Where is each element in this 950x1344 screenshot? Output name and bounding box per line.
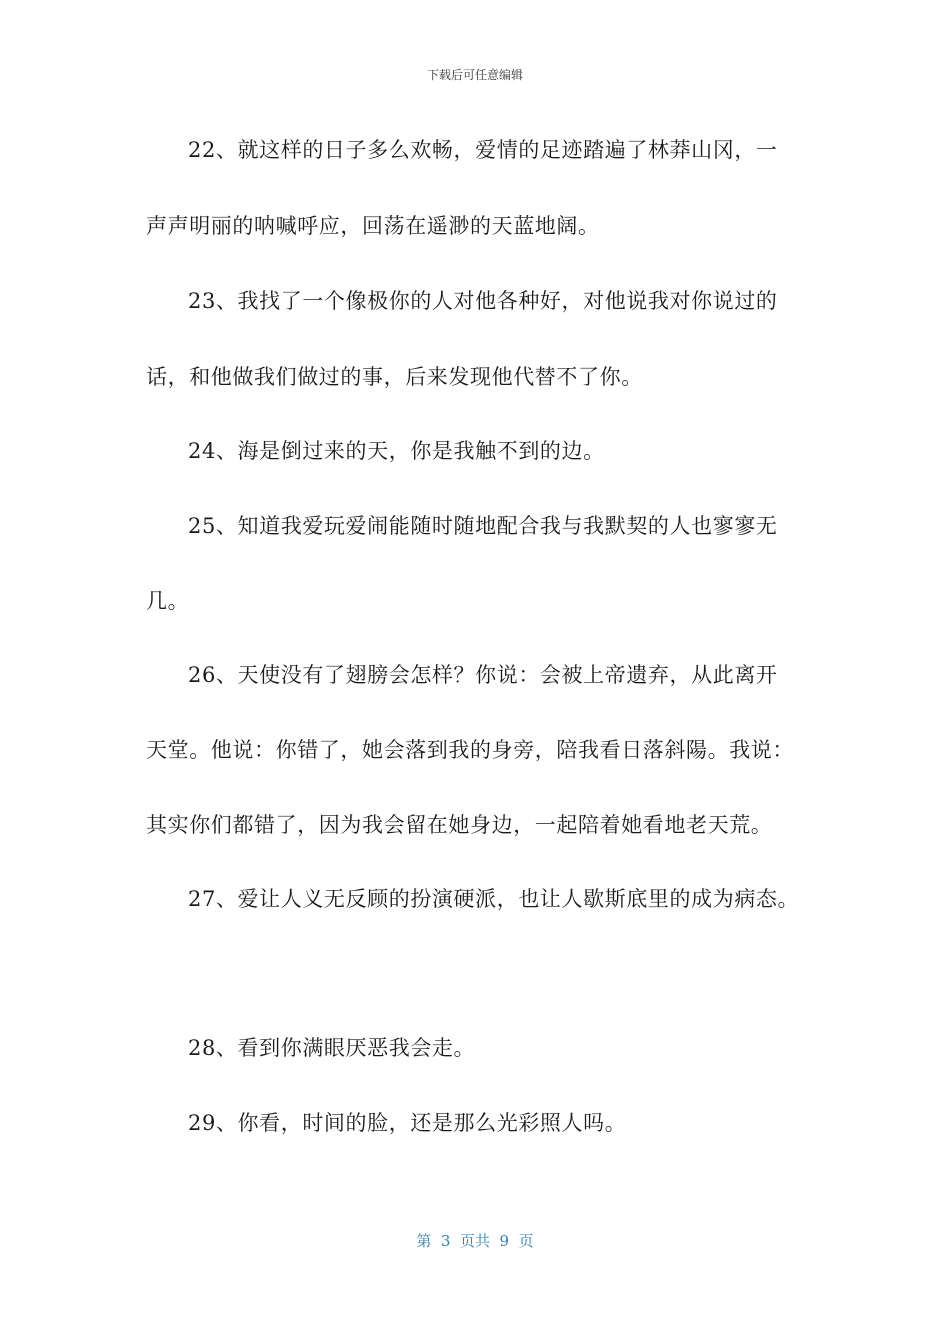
paragraph-26-line-2: 天堂。他说：你错了，她会落到我的身旁，陪我看日落斜陽。我说：	[146, 738, 794, 762]
page-footer-page-number: 第 3 页共 9 页	[416, 1232, 534, 1250]
paragraph-22-line-2: 声声明丽的呐喊呼应，回荡在遥渺的天蓝地阔。	[146, 214, 600, 238]
paragraph-22-line-1: 22、就这样的日子多么欢畅，爱情的足迹踏遍了林莽山冈，一	[188, 138, 778, 162]
paragraph-26-line-1: 26、天使没有了翅膀会怎样？你说：会被上帝遗弃，从此离开	[188, 663, 778, 687]
paragraph-23-line-1: 23、我找了一个像极你的人对他各种好，对他说我对你说过的	[188, 289, 778, 313]
paragraph-28-line-1: 28、看到你满眼厌恶我会走。	[188, 1036, 476, 1060]
paragraph-23-line-2: 话，和他做我们做过的事，后来发现他代替不了你。	[146, 365, 643, 389]
paragraph-26-line-3: 其实你们都错了，因为我会留在她身边，一起陪着她看地老天荒。	[146, 813, 773, 837]
page-header-note: 下载后可任意编辑	[426, 68, 523, 82]
paragraph-25-line-1: 25、知道我爱玩爱闹能随时随地配合我与我默契的人也寥寥无	[188, 514, 778, 538]
paragraph-24-line-1: 24、海是倒过来的天，你是我触不到的边。	[188, 439, 605, 463]
paragraph-27-line-1: 27、爱让人义无反顾的扮演硬派，也让人歇斯底里的成为病态。	[188, 887, 800, 911]
paragraph-29-line-1: 29、你看，时间的脸，还是那么光彩照人吗。	[188, 1111, 627, 1135]
paragraph-25-line-2: 几。	[146, 589, 190, 613]
